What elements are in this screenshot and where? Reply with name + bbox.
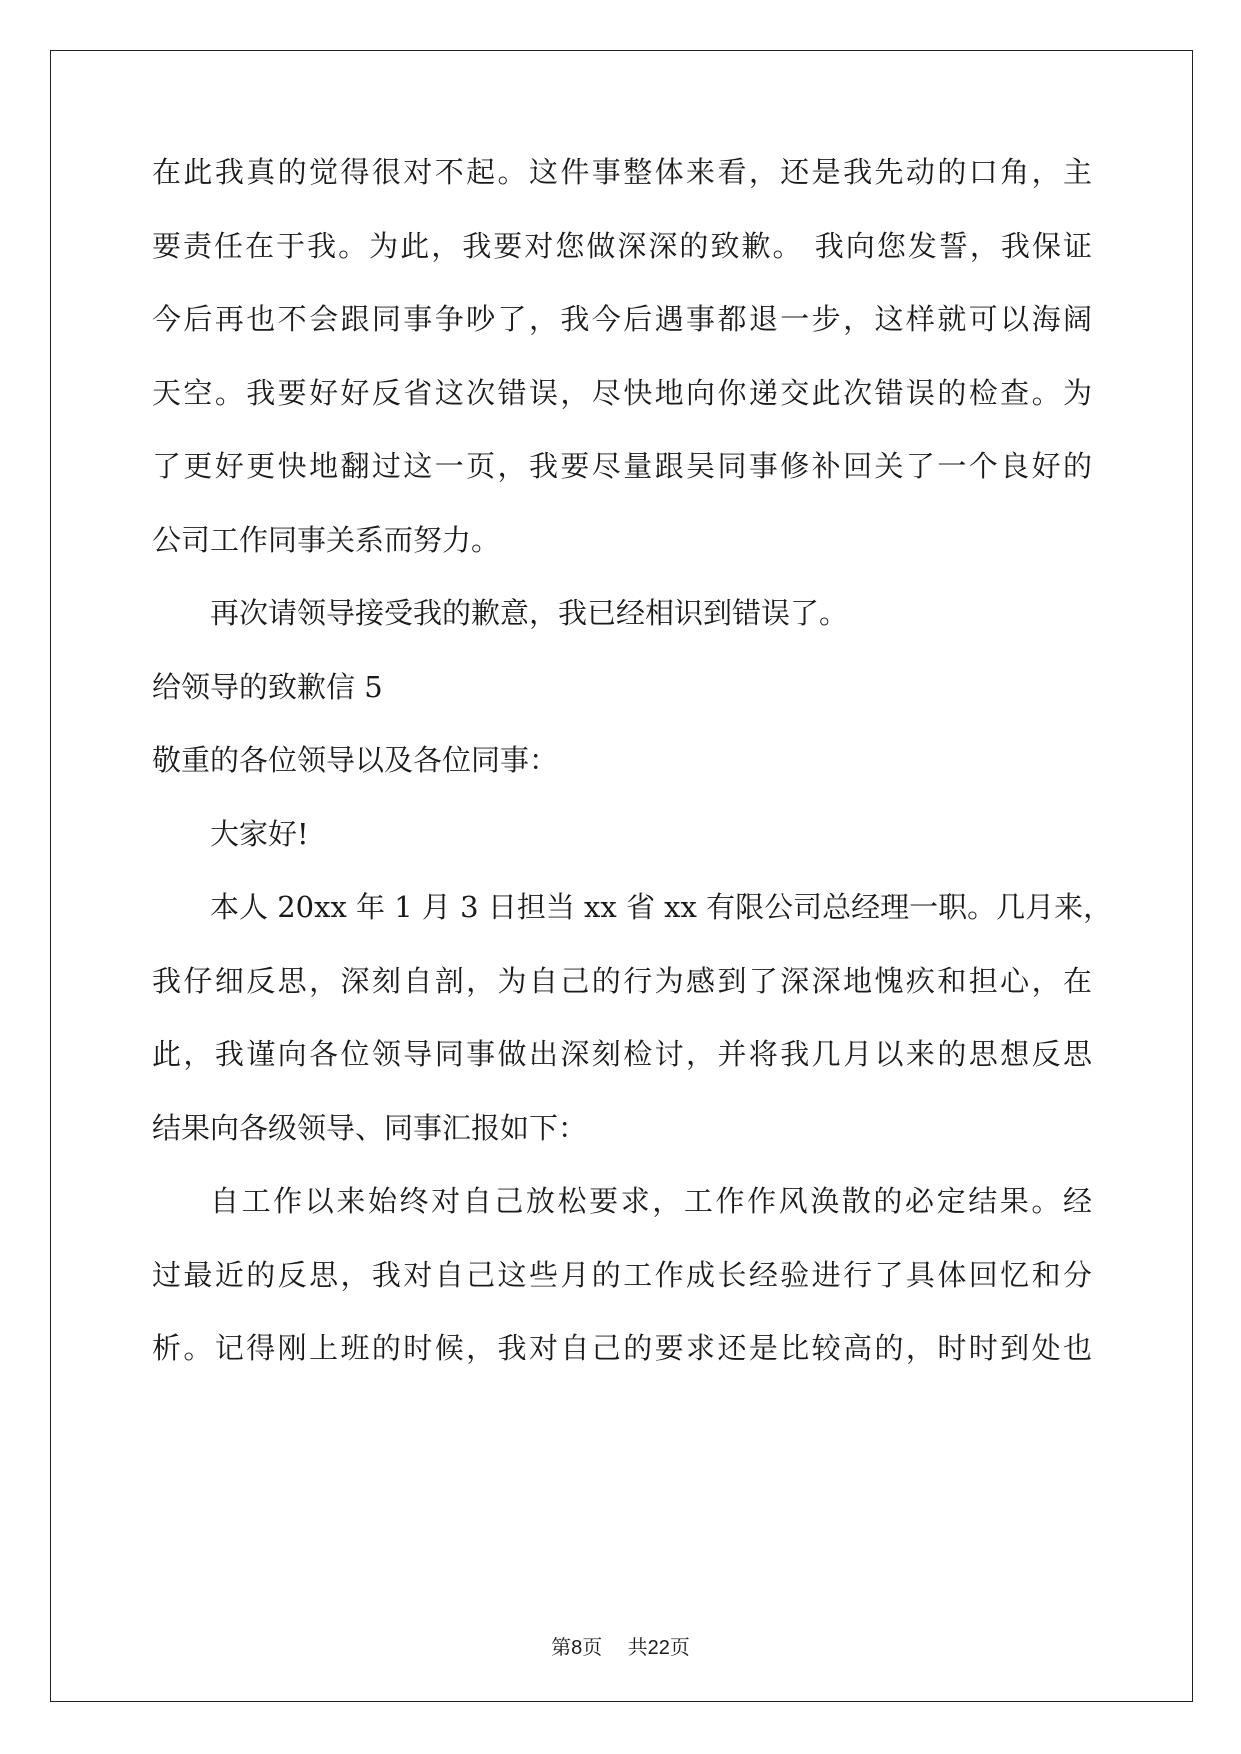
text-line: 此，我谨向各位领导同事做出深刻检讨，并将我几月以来的思想反思 (152, 1037, 1092, 1071)
footer-page-unit: 页 (582, 1635, 603, 1659)
text-line: 要责任在于我。为此，我要对您做深深的致歉。 我向您发誓，我保证 (152, 228, 1092, 263)
text-line: 我仔细反思，深刻自剖，为自己的行为感到了深深地愧疚和担心，在 (152, 963, 1092, 998)
text-line: 天空。我要好好反省这次错误，尽快地向你递交此次错误的检查。为 (152, 375, 1092, 410)
footer-page-number: 8 (571, 1637, 583, 1659)
footer-total-unit: 页 (669, 1635, 690, 1659)
text-line: 敬重的各位领导以及各位同事： (152, 743, 559, 777)
text-line: 公司工作同事关系而努力。 (152, 522, 501, 557)
text-line: 再次请领导接受我的歉意，我已经相识到错误了。 (210, 596, 849, 630)
footer-prefix: 第 (551, 1635, 572, 1659)
text-line: 了更好更快地翻过这一页，我要尽量跟吴同事修补回关了一个良好的 (152, 449, 1092, 483)
text-line: 析。记得刚上班的时候，我对自己的要求还是比较高的，时时到处也 (152, 1331, 1092, 1365)
page-footer (0, 1634, 1241, 1661)
text-line: 今后再也不会跟同事争吵了，我今后遇事都退一步，这样就可以海阔 (152, 302, 1092, 336)
text-line: 在此我真的觉得很对不起。这件事整体来看，还是我先动的口角，主 (152, 155, 1092, 189)
text-line: 大家好! (210, 816, 309, 851)
footer-total-prefix: 共 (627, 1635, 648, 1659)
page-border (50, 50, 1193, 1702)
text-line: 给领导的致歉信 5 (152, 669, 383, 704)
text-line: 自工作以来始终对自己放松要求，工作作风涣散的必定结果。经 (210, 1184, 1092, 1218)
text-line: 结果向各级领导、同事汇报如下： (152, 1110, 588, 1145)
footer-total-pages: 22 (647, 1637, 670, 1659)
text-line: 过最近的反思，我对自己这些月的工作成长经验进行了具体回忆和分 (152, 1257, 1092, 1292)
text-line: 本人 20xx 年 1 月 3 日担当 xx 省 xx 有限公司总经理一职。几月来， (210, 890, 1113, 924)
